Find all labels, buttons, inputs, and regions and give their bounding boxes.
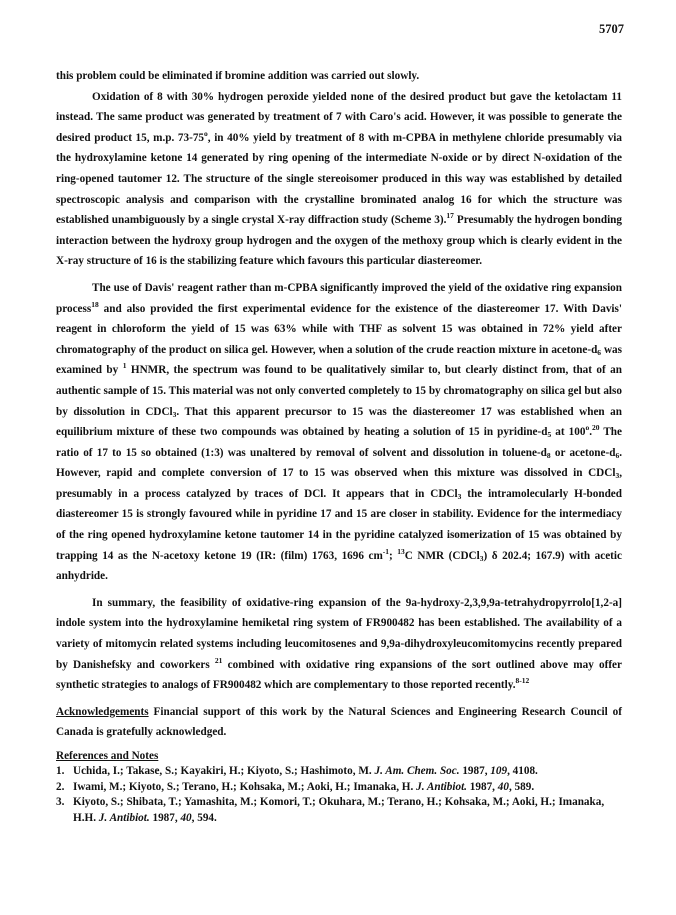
page-number: 5707 bbox=[599, 22, 624, 36]
paragraph-davis-reagent: The use of Davis' reagent rather than m-CPBA significantly improved the yield of the oxidative ring expansion process$^{18}$ and also provided the first experimental evidence for the existence of the diastereomer 17. With Davis' reagent in chloroform the yield of 15 was 63% while with THF as solvent 15 was obtained in 72% yield after chromatography of the product on silica gel. However, when a solution of the crude reaction mixture in acetone-$d_6$ was examined by $^1$ HNMR, the spectrum was found to be qualitatively similar to, but clearly distinct from, that of an authentic sample of 15. This material was not only converted completely to 15 by chromatography on silica gel but also by dissolution in CDCl$_3$. That this apparent precursor to 15 was the diastereomer 17 was established when an equilibrium mixture of these two compounds was obtained by heating a solution of 15 in pyridine-$d_5$ at 100$^o$.$^{20}$ The ratio of 17 to 15 so obtained (1:3) was unaltered by removal of solvent and dissolution in toluene-$d_8$ or acetone-$d_6$. However, rapid and complete conversion of 17 to 15 was observed when this mixture was dissolved in CDCl$_3$, presumably in a process catalyzed by traces of DCl. It appears that in CDCl$_3$ the intramolecularly H-bonded diastereomer 15 is strongly favoured while in pyridine 17 and 15 are closer in stability. Evidence for the intermediacy of the ring opened hydroxylamine ketone tautomer 14 in the pyridine catalyzed isomerization of 15 was obtained by trapping 14 as the N-acetoxy ketone 19 (IR: (film) 1763, 1696 $cm^{-1}$; $^{13}$C NMR (CDCl$_3$) δ 202.4; 167.9) with acetic anhydride. bbox=[56, 281, 623, 583]
reference-item: 2. Iwami, M.; Kiyoto, S.; Terano, H.; Kohsaka, M.; Aoki, H.; Imanaka, H. J. Antibiot. 1987, 40, 589. bbox=[56, 780, 535, 793]
references-list bbox=[56, 764, 622, 826]
citation: 21 bbox=[214, 655, 223, 665]
acknowledgements-text: Financial support of this work by the Natural Sciences and Engineering Research Council of Canada is gratefully acknowledged. bbox=[56, 705, 622, 739]
citation: 18 bbox=[91, 299, 99, 309]
paragraph-continuation: this problem could be eliminated if bromine addition was carried out slowly. bbox=[56, 70, 420, 82]
paragraph-oxidation: Oxidation of 8 with 30% hydrogen peroxide yielded none of the desired product but gave the ketolactam 11 instead. The same product was generated by treatment of 7 with Caro's acid. However, it was possible to generate the desired product 15, m.p. 73-75$^o$, in 40% yield by treatment of 8 with m-CPBA in methylene chloride presumably via the hydroxylamine ketone 14 generated by ring opening of the intermediate N-oxide or by direct N-oxidation of the ring-opened tautomer 12. The structure of the single stereoisomer produced in this way was established by detailed spectroscopic analysis and comparison with the crystalline brominated analog 16 for which the structure was established unambiguously by a single crystal X-ray diffraction study (Scheme 3).$^{17}$ Presumably the hydrogen bonding interaction between the hydroxy group hydrogen and the oxygen of the methoxy group which is clearly evident in the X-ray structure of 16 is the stabilizing feature which favours this particular diastereomer. bbox=[56, 90, 622, 268]
citation: 20 bbox=[591, 423, 600, 433]
reference-item: 3. Kiyoto, S.; Shibata, T.; Yamashita, M.; Komori, T.; Okuhara, M.; Terano, H.; Kohsaka, M.; Aoki, H.; Imanaka, H.H. J. Antibiot. 1987, 40, 594. bbox=[56, 796, 605, 824]
citation: 17 bbox=[446, 211, 454, 221]
acknowledgements bbox=[56, 702, 622, 743]
article-body bbox=[56, 66, 622, 826]
references-heading: References and Notes bbox=[56, 750, 159, 762]
reference-item: 1. Uchida, I.; Takase, S.; Kayakiri, H.; Kiyoto, S.; Hashimoto, M. J. Am. Chem. Soc. 1987, 109, 4108. bbox=[56, 765, 538, 777]
acknowledgements-heading: Acknowledgements bbox=[56, 705, 149, 718]
citation: 8-12 bbox=[515, 676, 530, 686]
paragraph-summary: In summary, the feasibility of oxidative-ring expansion of the 9a-hydroxy-2,3,9,9a-tetrahydropyrrolo[1,2-a] indole system into the hydroxylamine hemiketal ring system of FR900482 has been established. The availability of a variety of mitomycin related systems including leucomitosenes and 9,9a-dihydroxyleucomitomycins recently prepared by Danishefsky and coworkers $^{21}$ combined with oxidative ring expansions of the sort outlined above may offer synthetic strategies to analogs of FR900482 which are complementary to those reported recently.$^{8-12}$ bbox=[56, 596, 622, 692]
